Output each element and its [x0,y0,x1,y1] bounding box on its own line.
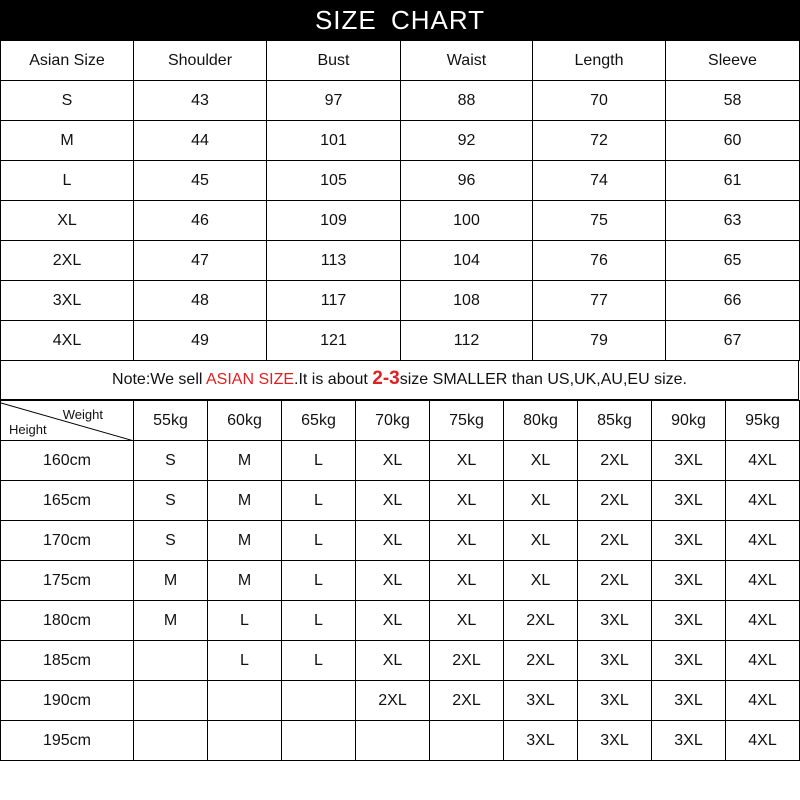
measurement-table [0,40,800,361]
height-label: 190cm [1,681,134,721]
table-cell: 2XL [1,241,134,281]
size-cell: XL [430,441,504,481]
table-row [1,561,800,601]
size-cell: XL [356,441,430,481]
table-row [1,601,800,641]
table-cell: 65 [666,241,800,281]
size-cell: M [208,561,282,601]
column-header: Length [533,41,666,81]
size-cell: 2XL [578,441,652,481]
size-cell: 3XL [652,481,726,521]
weight-header: 85kg [578,401,652,441]
column-header: Sleeve [666,41,800,81]
size-cell: 3XL [652,561,726,601]
size-cell [356,721,430,761]
table-cell: 79 [533,321,666,361]
height-label: 175cm [1,561,134,601]
size-cell [134,641,208,681]
size-cell: 2XL [578,561,652,601]
table-cell: 121 [267,321,401,361]
size-cell: L [282,641,356,681]
size-cell: M [208,441,282,481]
size-cell: 3XL [578,681,652,721]
size-cell: XL [356,641,430,681]
table-row [1,721,800,761]
table-cell: 45 [134,161,267,201]
size-cell: S [134,481,208,521]
table-row [1,81,800,121]
note-range: 2-3 [372,368,400,389]
size-cell [134,681,208,721]
height-label: 195cm [1,721,134,761]
column-header: Waist [401,41,533,81]
weight-header: 60kg [208,401,282,441]
size-cell: 4XL [726,481,800,521]
size-cell: L [282,441,356,481]
size-cell: 3XL [652,721,726,761]
size-cell: 4XL [726,441,800,481]
size-cell: 4XL [726,601,800,641]
size-cell [282,681,356,721]
table-cell: 48 [134,281,267,321]
table-cell: 47 [134,241,267,281]
size-cell: XL [504,561,578,601]
size-cell: 2XL [430,681,504,721]
size-cell: L [282,521,356,561]
table-cell: 97 [267,81,401,121]
height-label: 185cm [1,641,134,681]
size-cell: XL [430,561,504,601]
size-cell: XL [504,481,578,521]
note-suffix: size SMALLER than US,UK,AU,EU size. [399,371,687,388]
size-cell: 3XL [504,681,578,721]
size-cell: 3XL [578,721,652,761]
table-cell: 92 [401,121,533,161]
size-cell [134,721,208,761]
size-cell: L [208,601,282,641]
size-cell: XL [430,481,504,521]
table-cell: 117 [267,281,401,321]
table-row [1,641,800,681]
size-cell: 4XL [726,561,800,601]
weight-header: 70kg [356,401,430,441]
size-cell: 2XL [578,481,652,521]
note-middle: .It is about [294,371,373,388]
table-cell: 60 [666,121,800,161]
size-cell: 2XL [504,641,578,681]
table-row [1,121,800,161]
table-cell: 3XL [1,281,134,321]
note-prefix: Note:We sell [112,371,206,388]
size-cell: 4XL [726,521,800,561]
note-highlight: ASIAN SIZE [205,371,295,388]
table-cell: 4XL [1,321,134,361]
page-title: SIZE CHART [0,0,800,40]
size-cell: 3XL [652,521,726,561]
size-recommendation-table [0,400,800,761]
size-cell: 2XL [430,641,504,681]
table-row [1,201,800,241]
size-cell: S [134,521,208,561]
table-cell: 43 [134,81,267,121]
table-cell: 77 [533,281,666,321]
table-cell: 58 [666,81,800,121]
table-cell: 72 [533,121,666,161]
table-cell: 46 [134,201,267,241]
table-cell: 100 [401,201,533,241]
size-cell: M [134,601,208,641]
size-cell: XL [504,441,578,481]
size-cell: M [208,481,282,521]
table-cell: 70 [533,81,666,121]
size-cell: M [134,561,208,601]
weight-header: 80kg [504,401,578,441]
weight-header: 90kg [652,401,726,441]
table-row [1,241,800,281]
table-row [1,321,800,361]
size-cell: L [282,601,356,641]
table-cell: 96 [401,161,533,201]
size-cell: XL [504,521,578,561]
size-cell: XL [356,561,430,601]
table-cell: 109 [267,201,401,241]
size-cell [282,721,356,761]
size-cell: 2XL [504,601,578,641]
weight-header-row [1,401,800,441]
table-cell: 74 [533,161,666,201]
size-cell: XL [356,481,430,521]
table-cell: 44 [134,121,267,161]
weight-header: 95kg [726,401,800,441]
size-cell: 3XL [504,721,578,761]
weight-axis-label: Weight [62,407,103,422]
table-cell: 101 [267,121,401,161]
height-label: 170cm [1,521,134,561]
table-cell: 108 [401,281,533,321]
size-cell [208,681,282,721]
size-cell: XL [430,521,504,561]
table-cell: 88 [401,81,533,121]
table-cell: 113 [267,241,401,281]
height-label: 180cm [1,601,134,641]
table-cell: 112 [401,321,533,361]
table-cell: 49 [134,321,267,361]
size-cell: 4XL [726,721,800,761]
table-row [1,281,800,321]
table-cell: 61 [666,161,800,201]
table-row [1,521,800,561]
table-cell: S [1,81,134,121]
size-cell: M [208,521,282,561]
height-axis-label: Height [9,422,47,437]
size-cell: 3XL [578,641,652,681]
table-row [1,441,800,481]
size-cell: L [282,561,356,601]
table-cell: 104 [401,241,533,281]
column-header: Asian Size [1,41,134,81]
height-label: 160cm [1,441,134,481]
size-cell: S [134,441,208,481]
table-cell: 63 [666,201,800,241]
table-cell: 105 [267,161,401,201]
size-cell: L [282,481,356,521]
size-cell [430,721,504,761]
size-cell: L [208,641,282,681]
column-header: Shoulder [134,41,267,81]
weight-header: 75kg [430,401,504,441]
size-cell: 4XL [726,681,800,721]
size-note [0,360,799,400]
size-cell: 3XL [652,601,726,641]
size-cell: 3XL [652,441,726,481]
table-cell: 75 [533,201,666,241]
table-row [1,161,800,201]
table-cell: 76 [533,241,666,281]
table-cell: L [1,161,134,201]
table-cell: 67 [666,321,800,361]
measurement-header-row [1,41,800,81]
size-cell: XL [430,601,504,641]
size-cell: 3XL [652,641,726,681]
table-row [1,681,800,721]
height-label: 165cm [1,481,134,521]
table-cell: M [1,121,134,161]
table-row [1,481,800,521]
column-header: Bust [267,41,401,81]
size-cell: XL [356,521,430,561]
weight-header: 65kg [282,401,356,441]
size-cell: 2XL [356,681,430,721]
height-weight-corner [1,401,134,441]
size-cell: 4XL [726,641,800,681]
size-cell: 3XL [578,601,652,641]
size-cell: XL [356,601,430,641]
table-cell: XL [1,201,134,241]
size-cell [208,721,282,761]
weight-header: 55kg [134,401,208,441]
size-cell: 3XL [652,681,726,721]
table-cell: 66 [666,281,800,321]
size-cell: 2XL [578,521,652,561]
